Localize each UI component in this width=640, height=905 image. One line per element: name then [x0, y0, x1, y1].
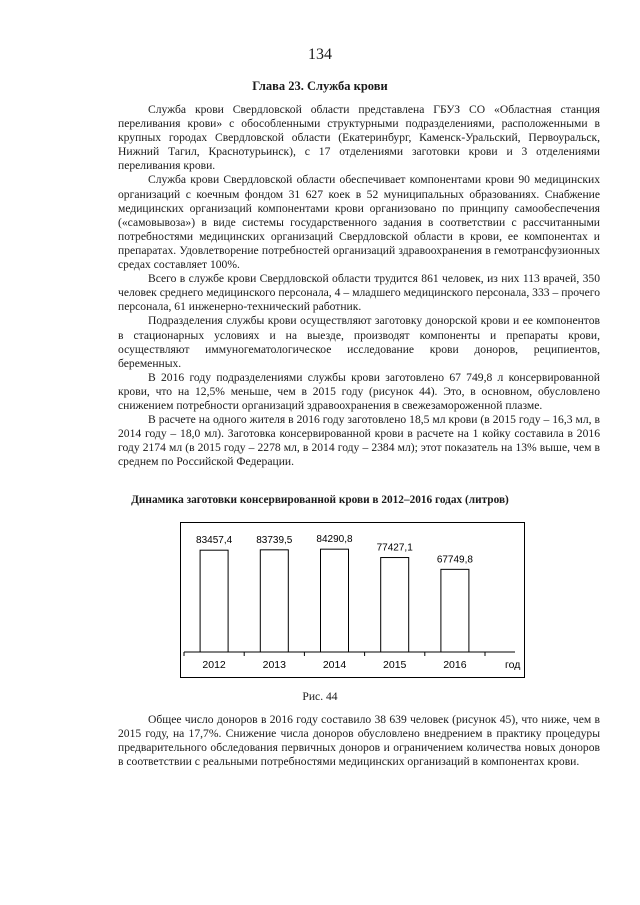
data-label-2014: 84290,8 [316, 534, 353, 546]
tick-label-2012: 2012 [202, 659, 226, 671]
data-label-2015: 77427,1 [376, 542, 413, 554]
bar-chart [180, 522, 525, 678]
body-text-top [118, 103, 600, 469]
bar-2012 [200, 550, 228, 652]
bar-2013 [260, 550, 288, 652]
paragraph: Служба крови Свердловской области обеспечивает компонентами крови 90 медицинских организаций с коечным фондом 31 627 коек в 52 муниципальных образованиях. Снабжение медицинских организаций компонентами крови организовано по принципу самообеспечения («самовывоза») в виде системы государственного задания в соответствии с рассчитанными потребностями медицинских организаций Свердловской области в крови, ее компонентах и препаратах. Удовлетворение потребностей организаций здравоохранения в гемотрансфузионных средах составляет 100%. [118, 173, 600, 272]
paragraph: В расчете на одного жителя в 2016 году заготовлено 18,5 мл крови (в 2015 году – 16,3 мл, в 2014 году – 18,0 мл). Заготовка консервированной крови в расчете на 1 койку составила в 2016 году 2174 мл (в 2015 году – 2278 мл, в 2014 году – 2384 мл); этот показатель на 13% выше, чем в среднем по Российской Федерации. [118, 413, 600, 469]
paragraph: Служба крови Свердловской области представлена ГБУЗ СО «Областная станция переливания крови» с обособленными структурными подразделениями, расположенными в крупных городах Свердловской области (Екатеринбург, Каменск-Уральский, Первоуральск, Нижний Тагил, Краснотурьинск), с 17 отделениями заготовки крови и 3 отделениями переливания крови. [118, 103, 600, 173]
chart-svg [180, 522, 525, 678]
bar-2014 [321, 549, 349, 652]
tick-label-2013: 2013 [262, 659, 286, 671]
tick-label-2014: 2014 [322, 659, 347, 671]
data-label-2012: 83457,4 [196, 535, 233, 547]
tick-label-2015: 2015 [383, 659, 407, 671]
figure-caption: Рис. 44 [302, 690, 338, 703]
paragraph: Общее число доноров в 2016 году составило 38 639 человек (рисунок 45), что ниже, чем в 2015 году, на 17,7%. Снижение числа доноров обусловлено внедрением в практику процедуры предварительного обследования первичных доноров и ограничением количества новых доноров в соответствии с реальными потребностями медицинских организаций в компонентах крови. [118, 713, 600, 769]
page-number: 134 [308, 46, 332, 63]
chapter-title: Глава 23. Служба крови [252, 79, 388, 93]
tick-label-2016: 2016 [443, 659, 467, 671]
bar-2016 [441, 569, 469, 652]
chart-title: Динамика заготовки консервированной крови в 2012–2016 годах (литров) [131, 494, 509, 506]
bar-2015 [381, 558, 409, 652]
data-label-2016: 67749,8 [436, 554, 473, 566]
x-axis-label: год [505, 659, 521, 671]
paragraph: В 2016 году подразделениями службы крови заготовлено 67 749,8 л консервированной крови, что на 12,5% меньше, чем в 2015 году (рисунок 44). Это, в основном, обусловлено снижением потребности организаций здравоохранения в свежезамороженной плазме. [118, 370, 600, 412]
data-label-2013: 83739,5 [256, 534, 293, 546]
paragraph: Всего в службе крови Свердловской области трудится 861 человек, из них 113 врачей, 350 человек среднего медицинского персонала, 4 – младшего медицинского персонала, 333 – прочего персонала, 61 инженерно-технический работник. [118, 272, 600, 314]
body-text-bottom [118, 713, 600, 769]
paragraph: Подразделения службы крови осуществляют заготовку донорской крови и ее компонентов в стационарных условиях и на выезде, производят компоненты и препараты крови, осуществляют иммуногематологическое исследование крови доноров, реципиентов, беременных. [118, 314, 600, 370]
